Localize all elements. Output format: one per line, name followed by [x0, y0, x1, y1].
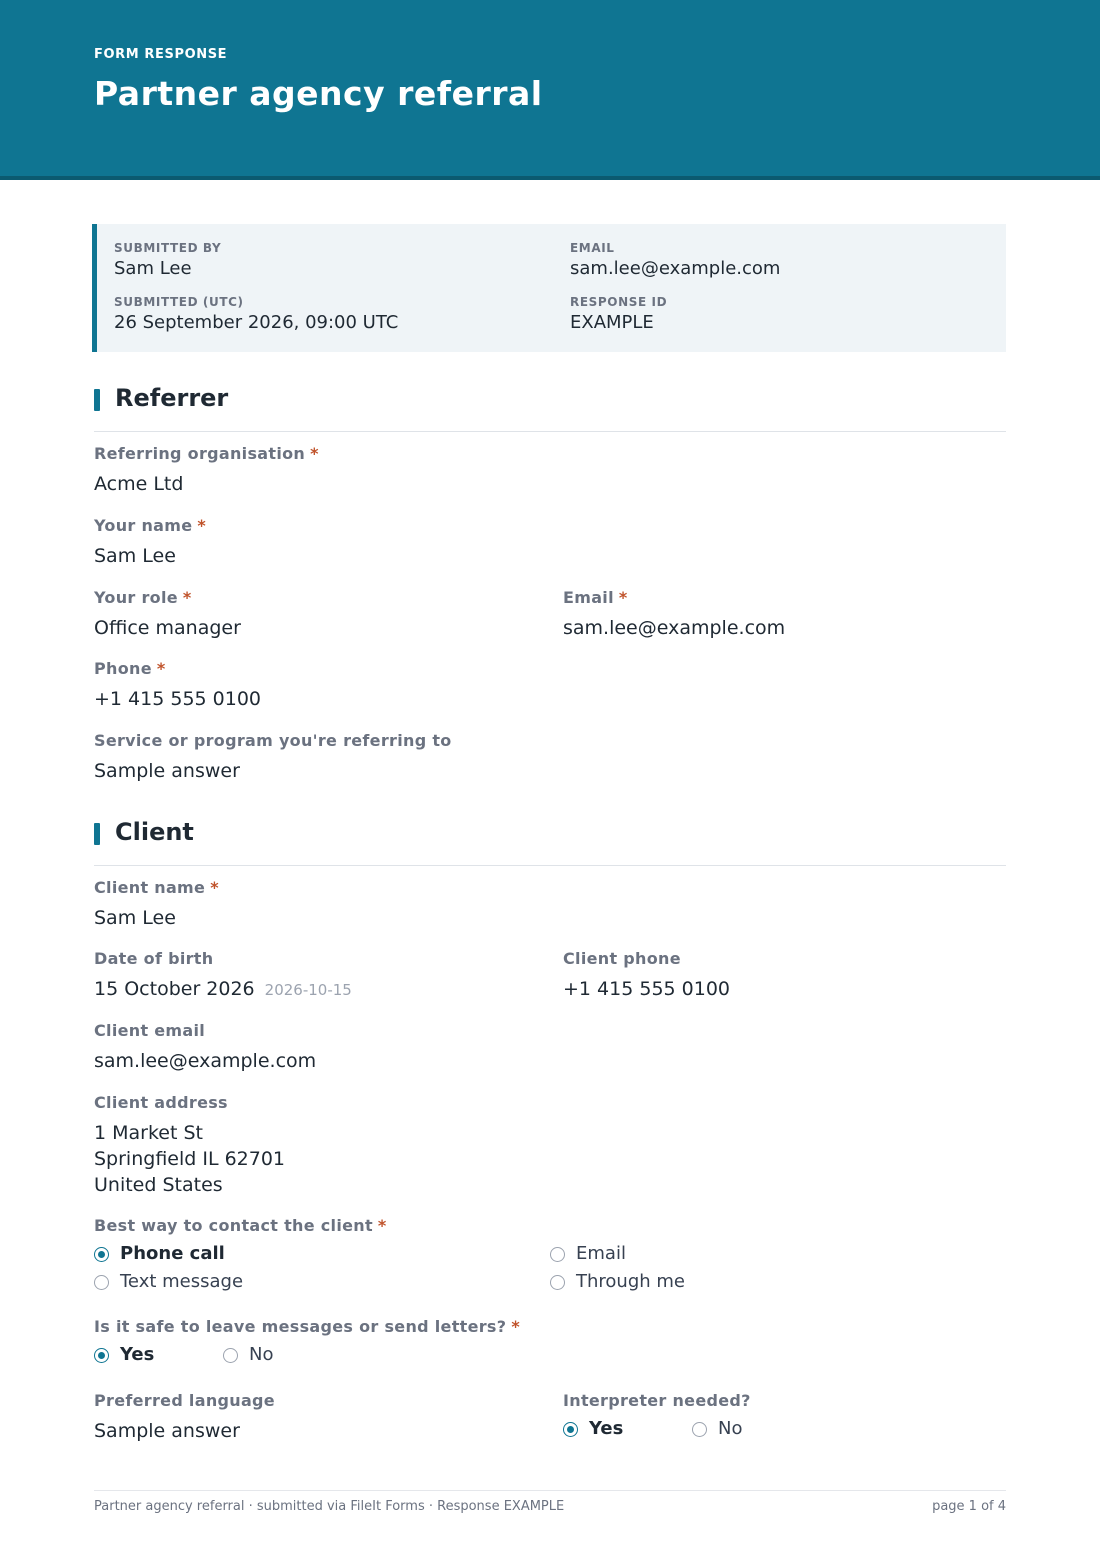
meta-label: EMAIL [570, 241, 615, 255]
field-value: sam.lee@example.com [94, 1050, 317, 1072]
radio-empty-icon [692, 1422, 707, 1437]
field-value: Sample answer [94, 760, 240, 782]
required-marker: * [618, 588, 628, 607]
radio-option-label: Email [576, 1243, 626, 1264]
radio-option-label: No [249, 1344, 274, 1365]
field-your-role [94, 588, 241, 641]
radio-selected-icon [94, 1247, 109, 1262]
form-header [0, 0, 1100, 180]
radio-option-label: No [718, 1418, 743, 1439]
field-value: Sam Lee [94, 907, 176, 929]
field-label: Is it safe to leave messages or send letters? * [94, 1317, 521, 1336]
field-value: +1 415 555 0100 [563, 978, 731, 1000]
radio-empty-icon [223, 1348, 238, 1363]
page-number: page 1 of 4 [932, 1499, 1006, 1514]
field-label: Date of birth [94, 949, 214, 968]
radio-option-label: Phone call [120, 1243, 225, 1264]
field-value: Office manager [94, 617, 241, 639]
field-value: Acme Ltd [94, 473, 184, 495]
radio-option-label: Text message [120, 1271, 244, 1292]
required-marker: * [310, 444, 319, 463]
meta-response-id [570, 295, 667, 333]
field-referring-organisation [94, 444, 319, 497]
field-label: Your role * [94, 588, 192, 607]
field-safe-messages [94, 1317, 520, 1337]
footer-source: Partner agency referral · submitted via FileIt Forms · Response EXAMPLE [94, 1499, 565, 1514]
field-client-name [94, 878, 219, 931]
required-marker: * [197, 516, 207, 535]
required-marker: * [210, 878, 219, 897]
section-header-client [94, 818, 1006, 866]
dob-iso-hint: 2026-10-15 [264, 981, 352, 999]
meta-value: sam.lee@example.com [570, 258, 781, 279]
radio-empty-icon [550, 1275, 565, 1290]
address-line: 1 Market St [94, 1122, 203, 1144]
required-marker: * [156, 659, 166, 678]
field-label: Client name * [94, 878, 219, 897]
field-best-contact [94, 1216, 387, 1236]
section-header-referrer [94, 384, 1006, 432]
meta-value: 26 September 2026, 09:00 UTC [114, 312, 399, 333]
address-block [94, 1120, 285, 1198]
meta-label: SUBMITTED BY [114, 241, 222, 255]
page-title: Partner agency referral [94, 74, 543, 113]
radio-option-label: Yes [120, 1344, 155, 1365]
meta-label: SUBMITTED (UTC) [114, 295, 244, 309]
field-label: Phone * [94, 659, 166, 678]
field-label: Preferred language [94, 1391, 275, 1410]
field-label: Client address [94, 1093, 228, 1112]
radio-empty-icon [550, 1247, 565, 1262]
address-line: United States [94, 1174, 223, 1196]
page-footer [94, 1490, 1006, 1514]
field-label: Your name * [94, 516, 207, 535]
radio-option-label: Through me [576, 1271, 685, 1292]
field-value: Sample answer [94, 1420, 240, 1442]
meta-value: EXAMPLE [570, 312, 654, 333]
meta-email [570, 241, 780, 279]
field-value: Sam Lee [94, 545, 176, 567]
field-phone [94, 659, 261, 712]
field-client-email [94, 1021, 316, 1074]
section-title: Referrer [115, 384, 229, 412]
field-label: Referring organisation * [94, 444, 319, 463]
field-label: Client email [94, 1021, 206, 1040]
field-service-program [94, 731, 452, 784]
address-line: Springfield IL 62701 [94, 1148, 286, 1170]
field-label: Client phone [563, 949, 681, 968]
section-accent-bar [94, 389, 100, 411]
radio-selected-icon [94, 1348, 109, 1363]
field-referrer-email [563, 588, 785, 641]
radio-empty-icon [94, 1275, 109, 1290]
required-marker: * [377, 1216, 387, 1235]
field-label: Best way to contact the client * [94, 1216, 387, 1235]
meta-label: RESPONSE ID [570, 295, 668, 309]
field-interpreter-needed [563, 1391, 751, 1411]
field-value: 15 October 2026 2026-10-15 [94, 978, 352, 1000]
section-accent-bar [94, 823, 100, 845]
field-label: Interpreter needed? [563, 1391, 751, 1410]
radio-selected-icon [563, 1422, 578, 1437]
field-value: sam.lee@example.com [563, 617, 786, 639]
field-date-of-birth [94, 949, 352, 1003]
meta-value: Sam Lee [114, 258, 192, 279]
radio-option-label: Yes [589, 1418, 624, 1439]
required-marker: * [182, 588, 192, 607]
field-label: Email * [563, 588, 628, 607]
required-marker: * [511, 1317, 521, 1336]
field-preferred-language [94, 1391, 275, 1444]
field-label: Service or program you're referring to [94, 731, 452, 750]
submission-meta-panel [92, 224, 1006, 352]
field-client-phone [563, 949, 730, 1002]
meta-submitted-utc [114, 295, 398, 333]
field-your-name [94, 516, 206, 569]
meta-submitted-by [114, 241, 221, 279]
field-value: +1 415 555 0100 [94, 688, 262, 710]
field-client-address [94, 1093, 285, 1198]
header-eyebrow: FORM RESPONSE [94, 47, 228, 62]
section-title: Client [115, 818, 194, 846]
